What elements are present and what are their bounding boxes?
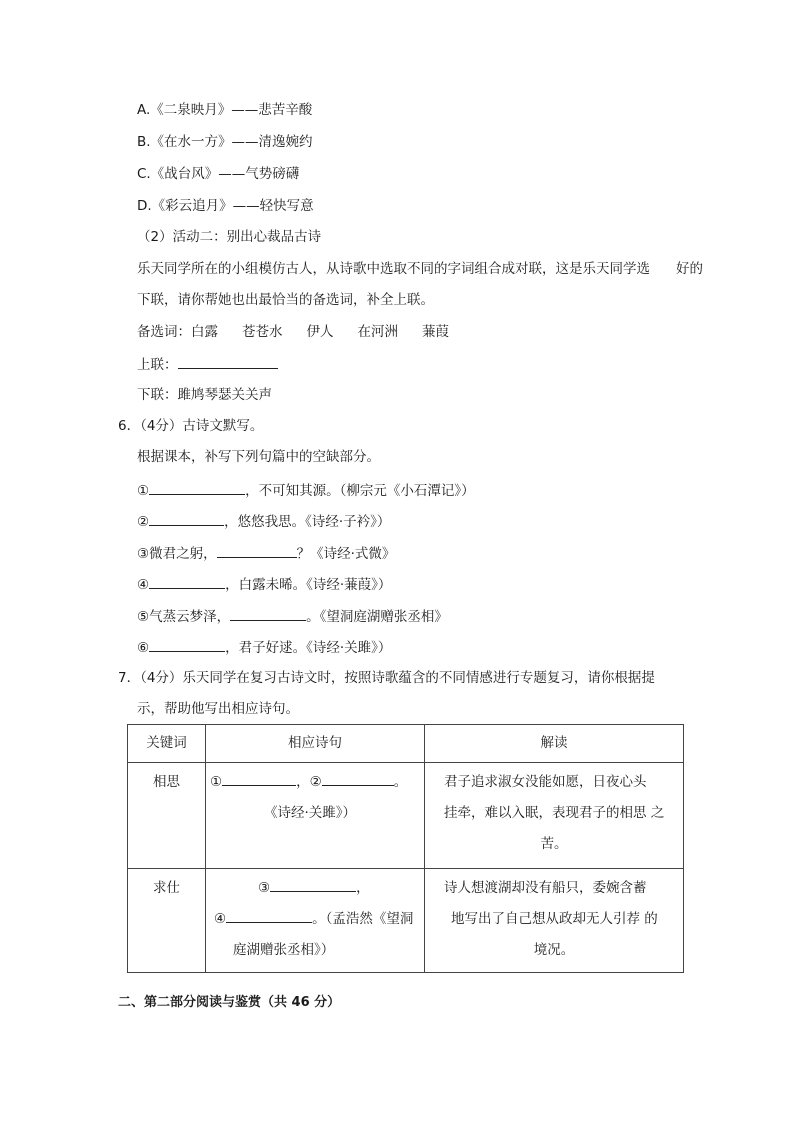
reading-line: 诗人想渡湖却没有船只，委婉含蓄 (444, 880, 647, 896)
answer-blank[interactable] (322, 770, 394, 786)
answer-blank[interactable] (217, 542, 297, 558)
candidate-word: 在河洲 (357, 324, 398, 340)
item-pre: 气蒸云梦泽， (149, 609, 231, 625)
candidate-word: 苍苍水 (242, 324, 283, 340)
verse-end: 。 (393, 774, 408, 790)
verse-source: 庭湖赠张丞相》） (233, 942, 335, 958)
item-text: ？《诗经·式微》 (296, 546, 396, 562)
answer-blank[interactable] (270, 876, 356, 892)
candidate-word: 白露 (191, 324, 218, 340)
verse-cell (206, 869, 425, 973)
reading-line: 苦。 (540, 836, 568, 852)
item-number: ③ (137, 546, 150, 562)
table-row (128, 869, 684, 973)
verse-number: ① (210, 774, 223, 790)
answer-blank[interactable] (149, 573, 225, 589)
verse-number: ③ (258, 880, 271, 896)
q6-item-1 (137, 479, 475, 501)
item-number: ② (137, 514, 150, 530)
answer-blank[interactable] (149, 636, 225, 652)
q6-item-2 (137, 510, 390, 532)
table-header-row (128, 725, 684, 763)
item-number: ⑥ (137, 640, 150, 656)
reading-line: 境况。 (533, 942, 575, 958)
answer-blank[interactable] (222, 770, 296, 786)
q6-item-4 (137, 573, 391, 595)
item-text: ，白露未晞。《诗经·蒹葭》） (225, 577, 392, 593)
lower-couplet: 下联：雎鸠琴瑟关关声 (137, 387, 272, 403)
reading-line: 挂牵，难以入眠，表现君子的相思 之 (444, 805, 665, 821)
q7-title-line1: 7．（4分）乐天同学在复习古诗文时，按照诗歌蕴含的不同情感进行专题复习，请你根据提 (118, 670, 655, 686)
item-text: ，不可知其源。（柳宗元《小石潭记》） (245, 483, 475, 499)
candidate-word: 蒹葭 (422, 324, 449, 340)
item-number: ⑤ (137, 609, 150, 625)
q7-table (127, 724, 684, 973)
candidate-word: 伊人 (306, 324, 334, 340)
activity-intro-line2: 下联，请你帮她也出最恰当的备选词，补全上联。 (137, 292, 434, 308)
reading-cell (425, 869, 684, 973)
option-c: C.《战台风》——气势磅礴 (137, 166, 300, 182)
section-2-heading: 二、第二部分阅读与鉴赏（共 46 分） (118, 995, 341, 1010)
verse-cell (206, 763, 425, 869)
upper-couplet-line (137, 353, 278, 375)
option-d: D.《彩云追月》——轻快写意 (137, 198, 314, 214)
verse-source: 。（孟浩然《望洞 (312, 911, 414, 927)
upper-couplet-label: 上联： (137, 357, 178, 373)
option-b: B.《在水一方》——清逸婉约 (137, 134, 313, 150)
verse-sep: ， (296, 774, 310, 790)
item-number: ① (137, 483, 150, 499)
reading-line: 地写出了自己想从政却无人引荐 的 (451, 911, 658, 927)
header-keyword: 关键词 (128, 725, 206, 763)
verse-number: ② (309, 774, 322, 790)
item-pre: 微君之躬， (149, 546, 217, 562)
activity-intro-line1 (137, 259, 703, 279)
verse-number: ④ (214, 911, 227, 927)
answer-blank[interactable] (226, 907, 312, 923)
header-verse: 相应诗句 (206, 725, 425, 763)
q6-item-6 (137, 636, 391, 658)
keyword-cell: 相思 (128, 763, 206, 869)
reading-line: 君子追求淑女没能如愿，日夜心头 (444, 774, 647, 790)
q6-instruction: 根据课本，补写下列句篇中的空缺部分。 (137, 449, 380, 465)
answer-blank[interactable] (149, 510, 224, 526)
header-reading: 解读 (425, 725, 684, 763)
candidates-label: 备选词： (137, 324, 191, 340)
answer-blank[interactable] (230, 605, 306, 621)
table-row (128, 763, 684, 869)
upper-couplet-blank[interactable] (178, 353, 278, 369)
q6-title: 6．（4分）古诗文默写。 (118, 418, 264, 434)
option-a: A.《二泉映月》——悲苦辛酸 (137, 102, 313, 118)
reading-cell (425, 763, 684, 869)
q7-title-line2: 示，帮助他写出相应诗句。 (137, 701, 299, 717)
item-text: 。《望洞庭湖赠张丞相》 (306, 609, 448, 625)
item-text: ，悠悠我思。《诗经·子衿》） (224, 514, 391, 530)
activity-heading: （2）活动二：别出心裁品古诗 (137, 229, 322, 245)
intro-text-a: 乐天同学所在的小组模仿古人，从诗歌中选取不同的字词组合成对联，这是乐天同学选 (137, 261, 650, 277)
verse-sep: ， (356, 880, 370, 896)
item-text: ，君子好逑。《诗经·关雎》） (225, 640, 392, 656)
item-number: ④ (137, 577, 150, 593)
verse-source: 《诗经·关雎》） (264, 805, 357, 821)
q6-item-5 (137, 605, 448, 627)
answer-blank[interactable] (149, 479, 245, 495)
intro-text-b: 好的 (676, 261, 703, 277)
keyword-cell: 求仕 (128, 869, 206, 973)
q6-item-3 (137, 542, 395, 564)
candidates-line (137, 322, 449, 342)
